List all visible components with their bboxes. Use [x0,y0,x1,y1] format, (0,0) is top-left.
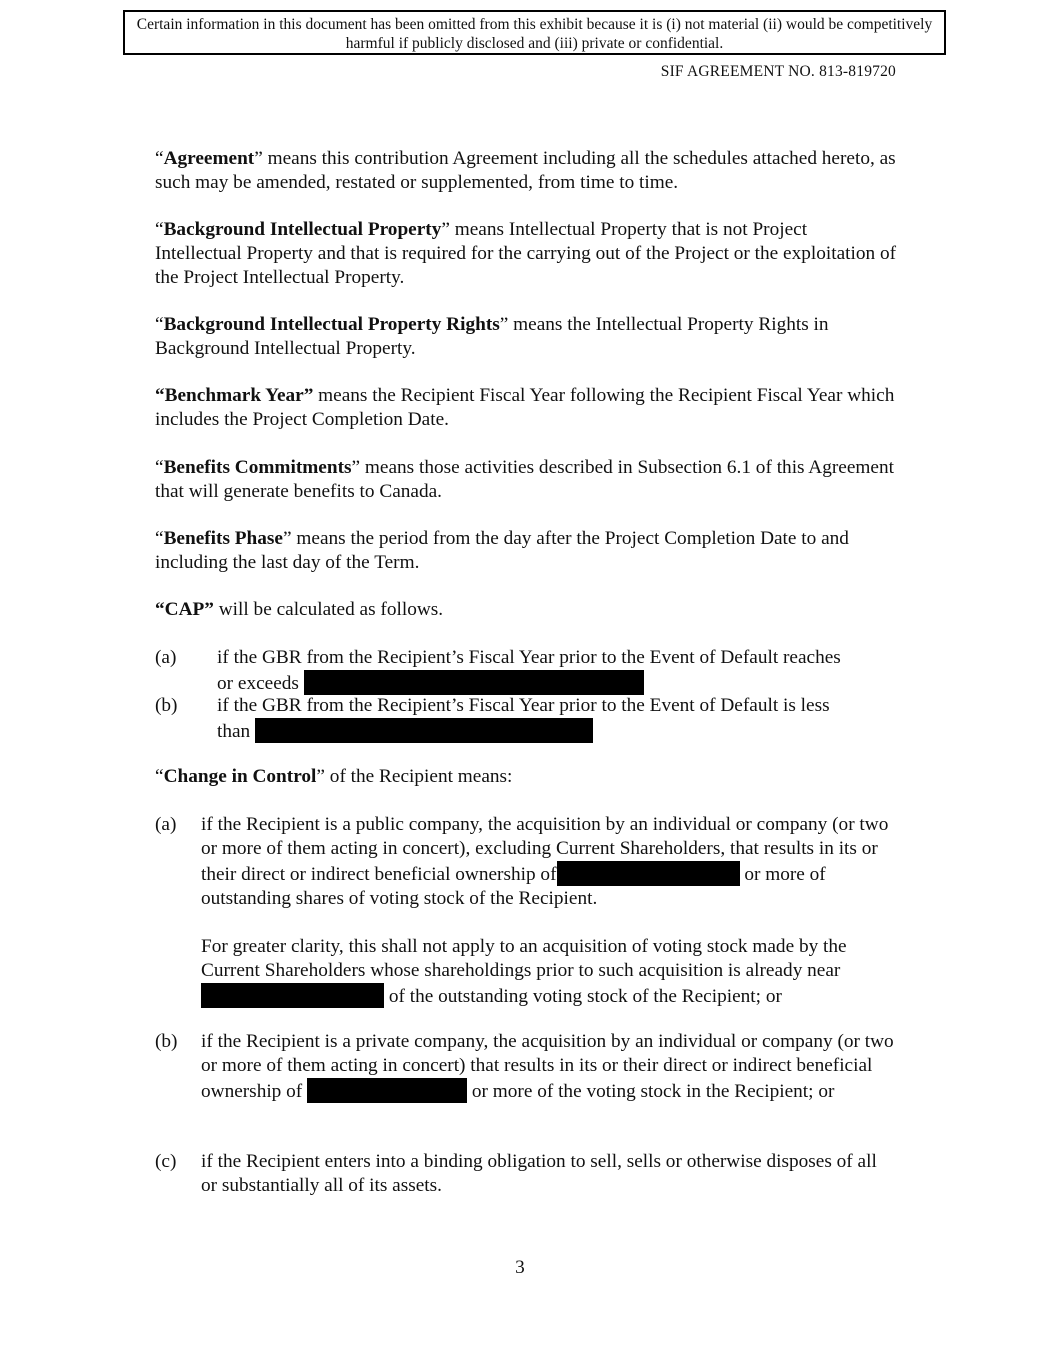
definition-text: will be calculated as follows. [213,599,444,620]
redaction-block [307,1078,467,1103]
definition-text: means those activities described in Subsection 6.1 of this Agreement that will generate benefits to Canada. [155,457,894,502]
definition-text: means Intellectual Property that is not Project Intellectual Property and that is required for the carrying out of the Project or the exploitation of the Project Intellectual Property. [155,219,897,288]
redaction-block [201,983,384,1008]
clarity-text: For greater clarity, this shall not apply to an acquisition of voting stock made by the Current Shareholders whose shareholdings prior to such acquisition is already near [201,936,847,981]
definition-change-in-control: “Change in Control” of the Recipient means: [155,766,513,787]
item-label: (c) [155,1151,177,1172]
item-label: (b) [155,1031,178,1052]
definition-background-ip: “Background Intellectual Property” means Intellectual Property that is not Project Intellectual Property and that is required for the carrying out of the Project or the exploitation of the Project Intellectual Property. [155,219,897,288]
item-text: if the Recipient is a public company, the acquisition by an individual or company (or two or more of them acting in concert), excluding Current Shareholders, that results in its or their direct or indirect beneficial ownership of [201,814,889,885]
term: Background Intellectual Property Rights [163,314,500,335]
definition-benchmark-year: “Benchmark Year” means the Recipient Fiscal Year following the Recipient Fiscal Year which includes the Project Completion Date. [155,385,895,430]
definition-text: means this contribution Agreement including all the schedules attached hereto, as such may be amended, restated or supplemented, from time to time. [155,148,896,193]
definition-text: of the Recipient means: [324,766,513,787]
item-line: or exceeds [217,673,299,694]
item-label: (a) [155,814,177,835]
term: Agreement [163,148,255,169]
item-line: than [217,721,251,742]
definition-text: means the Recipient Fiscal Year following the Recipient Fiscal Year which includes the Project Completion Date. [155,385,895,430]
item-line: if the GBR from the Recipient’s Fiscal Year prior to the Event of Default reaches [217,647,841,668]
item-line: if the GBR from the Recipient’s Fiscal Year prior to the Event of Default is less [217,695,830,716]
page-number: 3 [515,1257,525,1278]
item-text: or more of outstanding shares of voting stock of the Recipient. [201,864,826,909]
term: Background Intellectual Property [163,219,442,240]
confidentiality-notice: Certain information in this document has been omitted from this exhibit because it is (i) not material (ii) would be competitively harmful if publicly disclosed and (iii) private or confidential. [123,10,946,55]
definition-cap: “CAP” will be calculated as follows. [155,599,444,620]
term: Benefits Phase [163,528,283,549]
term: CAP” [164,599,214,620]
redaction-block [557,861,740,886]
definition-agreement: “Agreement” means this contribution Agreement including all the schedules attached hereto, as such may be amended, restated or supplemented, from time to time. [155,148,896,193]
term: Benchmark Year” [164,385,314,406]
term: Benefits Commitments [163,457,352,478]
item-label: (b) [155,695,178,716]
definition-text: means the Intellectual Property Rights in Background Intellectual Property. [155,314,829,359]
term: Change in Control [163,766,317,787]
item-text: or more of the voting stock in the Recipient; or [471,1081,835,1102]
clarity-text: of the outstanding voting stock of the Recipient; or [388,986,782,1007]
item-label: (a) [155,647,177,668]
agreement-number: SIF AGREEMENT NO. 813-819720 [660,63,896,80]
item-text: if the Recipient enters into a binding obligation to sell, sells or otherwise disposes of all or substantially all of its assets. [201,1151,877,1196]
redaction-block [255,718,593,743]
item-text: if the Recipient is a private company, the acquisition by an individual or company (or two or more of them acting in concert) that results in its or their direct or indirect beneficial ownership of [201,1031,894,1102]
definition-background-ip-rights: “Background Intellectual Property Rights” means the Intellectual Property Rights in Background Intellectual Property. [155,314,829,359]
redaction-block [304,670,644,695]
definition-benefits-commitments: “Benefits Commitments” means those activities described in Subsection 6.1 of this Agreement that will generate benefits to Canada. [155,457,894,502]
definition-text: means the period from the day after the Project Completion Date to and including the last day of the Term. [155,528,849,573]
definition-benefits-phase: “Benefits Phase” means the period from the day after the Project Completion Date to and including the last day of the Term. [155,528,849,573]
